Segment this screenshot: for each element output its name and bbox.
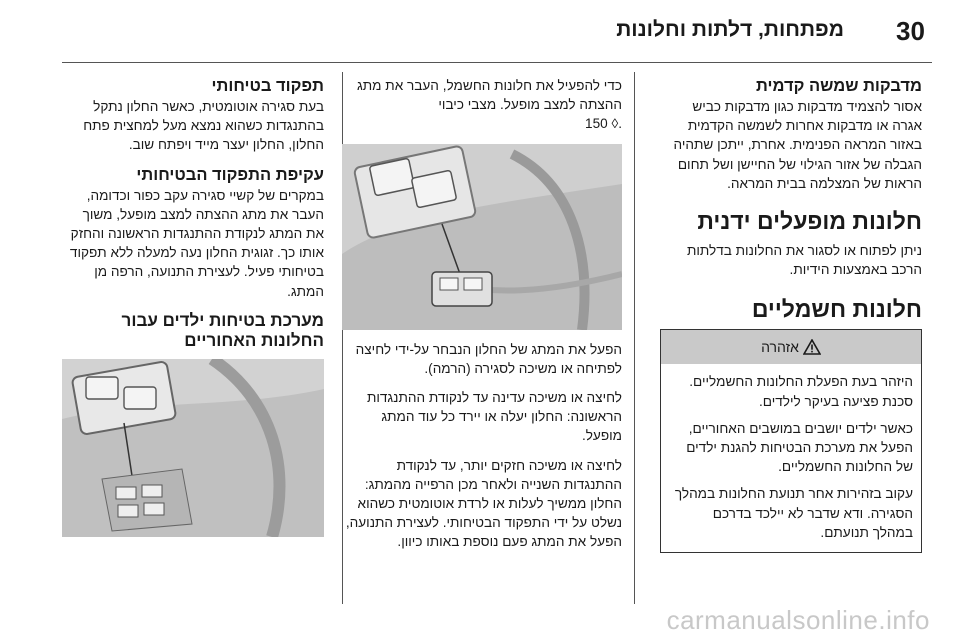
page-number: 30 — [896, 16, 925, 46]
column-divider — [634, 72, 635, 604]
paragraph: לחיצה או משיכה עדינה עד לנקודת ההתנגדות הראשונה: החלון יעלה או יירד כל עוד המתג מופעל. — [366, 390, 622, 444]
paragraph: בעת סגירה אוטומטית, כאשר החלון נתקל בהתנגדות כשהוא נמצא מעל למחצית פתח החלון, החלון יעצר מייד ויפתח שוב. — [83, 99, 324, 153]
warning-paragraph: עקוב בזהירות אחר תנועת החלונות במהלך הסגירה. ודא שדבר לא יילכד בדרכם במהלך תנועתם. — [674, 486, 913, 540]
paragraph: הפעל את המתג של החלון הנבחר על-ידי לחיצה לפתיחה או משיכה לסגירה (הרמה). — [355, 341, 622, 376]
column-right — [660, 76, 922, 553]
watermark: carmanualsonline.info — [666, 605, 930, 635]
warning-paragraph: כאשר ילדים יושבים במושבים האחוריים, הפעל את מערכת הבטיחות להגנת ילדים של החלונות החשמליים. — [686, 420, 913, 475]
paragraph: אסור להצמיד מדבקות כגון מדבקות כביש אגרה או מדבקות אחרות לשמשה הקדמית באזור המראה הפנימית. אחרת, ייתכן שתהיה הגבלה של אזור הגילוי של החיישן ושל תחום הראות של המצלמה בבית המראה. — [673, 99, 922, 191]
paragraph: לחיצה או משיכה חזקים יותר, עד לנקודת ההתנגדות השנייה ולאחר מכן הרפייה מהמתג: החלון ממשיך לעלות או לרדת אוטומטית כשהוא נשלט על ידי התפקוד הבטיחותי. לעצירת התנועה, הפעל את המתג פעם נוספת באותו כיוון. — [345, 457, 622, 550]
section-heading: מערכת בטיחות ילדים עבור החלונות האחוריים — [121, 310, 324, 350]
door-panel-illustration — [342, 144, 622, 330]
warning-label: אזהרה — [761, 339, 799, 356]
paragraph: במקרים של קשיי סגירה עקב כפור וכדומה, העבר את מתג ההצתה למצב מופעל, משוך את המתג לנקודת ההתנגדות הראשונה והחזק אותו כך. זגוגית החלון נעה למעלה ללא תפקוד בטיחותי פעיל. לעצירת התנועה, הרפה מן המתג. — [69, 187, 324, 299]
section-heading: מדבקות שמשה קדמית — [755, 77, 922, 95]
reference-number: 150 ◊. — [585, 116, 622, 132]
warning-header — [661, 330, 921, 364]
warning-triangle-icon — [803, 339, 821, 355]
header-divider — [62, 62, 932, 63]
warning-box — [660, 329, 922, 553]
section-heading: תפקוד בטיחותי — [211, 77, 324, 95]
page-reference — [342, 114, 622, 133]
child-lock-switch-photo — [62, 359, 324, 537]
section-heading: עקיפת התפקוד הבטיחותי — [136, 165, 324, 184]
window-switch-photo — [342, 144, 622, 330]
column-left — [62, 76, 324, 547]
section-heading: חלונות מופעלים ידנית — [697, 208, 922, 235]
door-switch-illustration — [62, 359, 324, 537]
paragraph: כדי להפעיל את חלונות החשמל, העבר את מתג ההצתה למצב מופעל. מצבי כיבוי — [357, 78, 622, 113]
section-heading: חלונות חשמליים — [751, 296, 922, 323]
page-title: מפתחות, דלתות וחלונות — [616, 18, 844, 41]
column-middle — [342, 76, 622, 562]
warning-paragraph: היזהר בעת הפעלת החלונות החשמליים. סכנת פציעה בעיקר לילדים. — [689, 374, 913, 409]
paragraph: ניתן לפתוח או לסגור את החלונות בדלתות הרכב באמצעות הידיות. — [686, 243, 922, 278]
